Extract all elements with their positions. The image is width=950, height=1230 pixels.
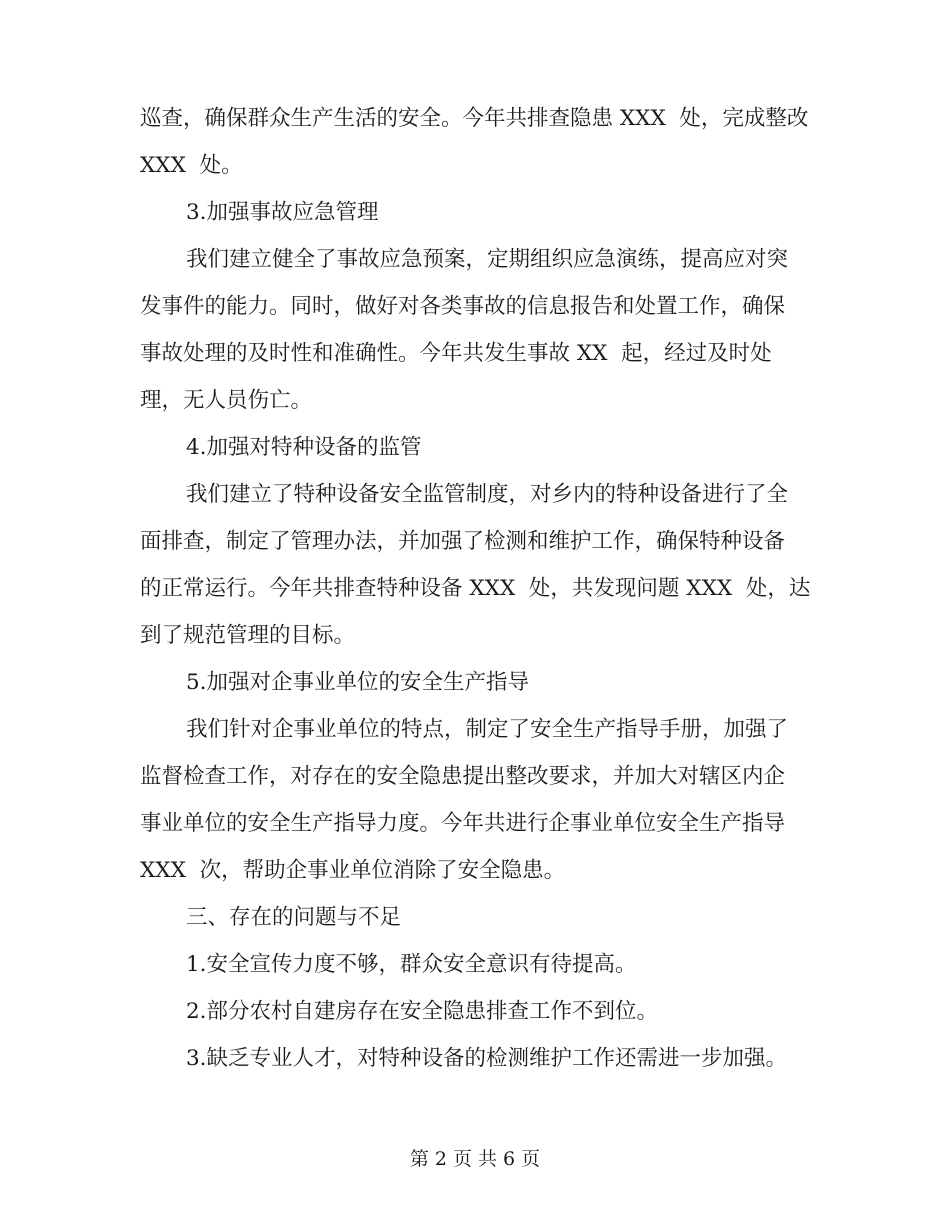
problem-item-2: 2.部分农村自建房存在安全隐患排查工作不到位。 bbox=[186, 999, 659, 1024]
section-heading-5: 5.加强对企事业单位的安全生产指导 bbox=[186, 670, 530, 695]
page-number-footer: 第 2 页 共 6 页 bbox=[409, 1148, 541, 1170]
body-line-9: 我们建立了特种设备安全监管制度，对乡内的特种设备进行了全 bbox=[186, 482, 789, 507]
problem-item-1: 1.安全宣传力度不够，群众安全意识有待提高。 bbox=[186, 952, 637, 977]
body-line-14: 我们针对企事业单位的特点，制定了安全生产指导手册，加强了 bbox=[186, 717, 789, 742]
body-line-7: 理，无人员伤亡。 bbox=[140, 388, 313, 413]
body-line-6: 事故处理的及时性和准确性。今年共发生事故 XX 起，经过及时处 bbox=[140, 341, 772, 366]
body-line-16: 事业单位的安全生产指导力度。今年共进行企事业单位安全生产指导 bbox=[140, 811, 786, 836]
section-heading-problems: 三、存在的问题与不足 bbox=[186, 905, 402, 930]
body-line-1: 巡查，确保群众生产生活的安全。今年共排查隐患 XXX 处，完成整改 bbox=[140, 106, 809, 131]
body-line-17: XXX 次，帮助企事业单位消除了安全隐患。 bbox=[140, 858, 566, 883]
body-line-15: 监督检查工作，对存在的安全隐患提出整改要求，并加大对辖区内企 bbox=[140, 764, 786, 789]
body-line-12: 到了规范管理的目标。 bbox=[140, 623, 356, 648]
body-line-4: 我们建立健全了事故应急预案，定期组织应急演练，提高应对突 bbox=[186, 247, 789, 272]
body-line-2: XXX 处。 bbox=[140, 153, 243, 178]
body-line-5: 发事件的能力。同时，做好对各类事故的信息报告和处置工作，确保 bbox=[140, 294, 786, 319]
body-line-11: 的正常运行。今年共排查特种设备 XXX 处，共发现问题 XXX 处，达 bbox=[140, 576, 811, 601]
section-heading-4: 4.加强对特种设备的监管 bbox=[186, 435, 422, 460]
section-heading-3: 3.加强事故应急管理 bbox=[186, 200, 379, 225]
body-line-10: 面排查，制定了管理办法，并加强了检测和维护工作，确保特种设备 bbox=[140, 529, 786, 554]
problem-item-3: 3.缺乏专业人才，对特种设备的检测维护工作还需进一步加强。 bbox=[186, 1046, 788, 1071]
